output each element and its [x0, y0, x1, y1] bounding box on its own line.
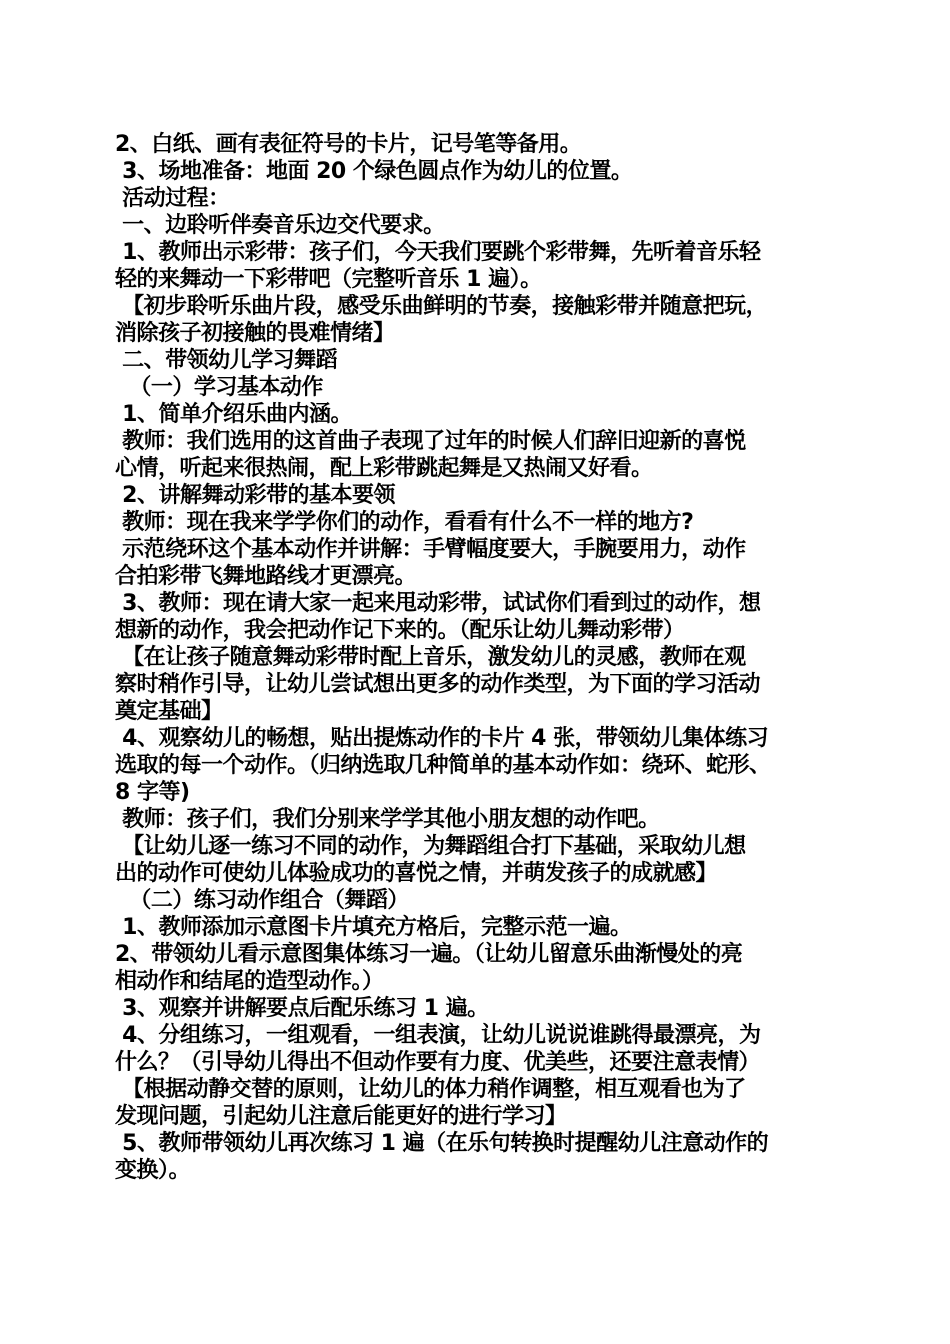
subsection-heading: （二）练习动作组合（舞蹈） [115, 888, 409, 913]
annotation-line: 【让幼儿逐一练习不同的动作，为舞蹈组合打下基础，采取幼儿想 [115, 834, 746, 859]
text-line: 3、观察并讲解要点后配乐练习 1 遍。 [115, 996, 489, 1021]
annotation-line: 【在让孩子随意舞动彩带时配上音乐，激发幼儿的灵感，教师在观 [115, 645, 746, 670]
section-heading: 二、带领幼儿学习舞蹈 [115, 348, 338, 373]
annotation-line: 奠定基础】 [115, 699, 223, 724]
annotation-line: 出的动作可使幼儿体验成功的喜悦之情，并萌发孩子的成就感】 [115, 861, 718, 886]
annotation-line: 【根据动静交替的原则，让幼儿的体力稍作调整，相互观看也为了 [115, 1077, 746, 1102]
text-line: 活动过程： [115, 186, 230, 211]
text-line: 4、分组练习，一组观看，一组表演，让幼儿说说谁跳得最漂亮，为 [115, 1023, 761, 1048]
subsection-heading: （一）学习基本动作 [115, 375, 323, 400]
document-body [115, 131, 855, 1184]
text-line: 教师：现在我来学学你们的动作，看看有什么不一样的地方? [115, 510, 694, 535]
text-line: 轻的来舞动一下彩带吧（完整听音乐 1 遍）。 [115, 267, 542, 292]
text-line: 选取的每一个动作。（归纳选取几种简单的基本动作如：绕环、蛇形、 [115, 753, 771, 778]
annotation-line: 消除孩子初接触的畏难情绪】 [115, 321, 395, 346]
text-line: 1、简单介绍乐曲内涵。 [115, 402, 352, 427]
text-line: 4、观察幼儿的畅想，贴出提炼动作的卡片 4 张，带领幼儿集体练习 [115, 726, 769, 751]
text-line: 相动作和结尾的造型动作。） [115, 969, 384, 994]
text-line: 8 字等) [115, 780, 190, 805]
text-line: 3、教师：现在请大家一起来甩动彩带，试试你们看到过的动作，想 [115, 591, 761, 616]
text-line: 3、场地准备：地面 20 个绿色圆点作为幼儿的位置。 [115, 159, 633, 184]
annotation-line: 【初步聆听乐曲片段，感受乐曲鲜明的节奏，接触彩带并随意把玩， [115, 294, 768, 319]
annotation-line: 察时稍作引导，让幼儿尝试想出更多的动作类型，为下面的学习活动 [115, 672, 761, 697]
text-line: 心情，听起来很热闹，配上彩带跳起舞是又热闹又好看。 [115, 456, 653, 481]
text-line: 5、教师带领幼儿再次练习 1 遍（在乐句转换时提醒幼儿注意动作的 [115, 1131, 769, 1156]
text-line: 想新的动作，我会把动作记下来的。（配乐让幼儿舞动彩带） [115, 618, 685, 643]
text-line: 合拍彩带飞舞地路线才更漂亮。 [115, 564, 417, 589]
section-heading: 一、边聆听伴奏音乐边交代要求。 [115, 213, 445, 238]
text-line: 示范绕环这个基本动作并讲解：手臂幅度要大，手腕要用力，动作 [115, 537, 746, 562]
annotation-line: 发现问题，引起幼儿注意后能更好的进行学习】 [115, 1104, 567, 1129]
text-line: 什么？（引导幼儿得出不但动作要有力度、优美些，还要注意表情） [115, 1050, 761, 1075]
text-line: 1、教师出示彩带：孩子们，今天我们要跳个彩带舞，先听着音乐轻 [115, 240, 761, 265]
text-line: 2、讲解舞动彩带的基本要领 [115, 483, 395, 508]
text-line: 变换）。 [115, 1158, 191, 1183]
text-line: 2、带领幼儿看示意图集体练习一遍。（让幼儿留意乐曲渐慢处的亮 [115, 942, 743, 967]
text-line: 2、白纸、画有表征符号的卡片，记号笔等备用。 [115, 132, 582, 157]
text-line: 教师：我们选用的这首曲子表现了过年的时候人们辞旧迎新的喜悦 [115, 429, 746, 454]
text-line: 教师：孩子们，我们分别来学学其他小朋友想的动作吧。 [115, 807, 660, 832]
text-line: 1、教师添加示意图卡片填充方格后，完整示范一遍。 [115, 915, 632, 940]
